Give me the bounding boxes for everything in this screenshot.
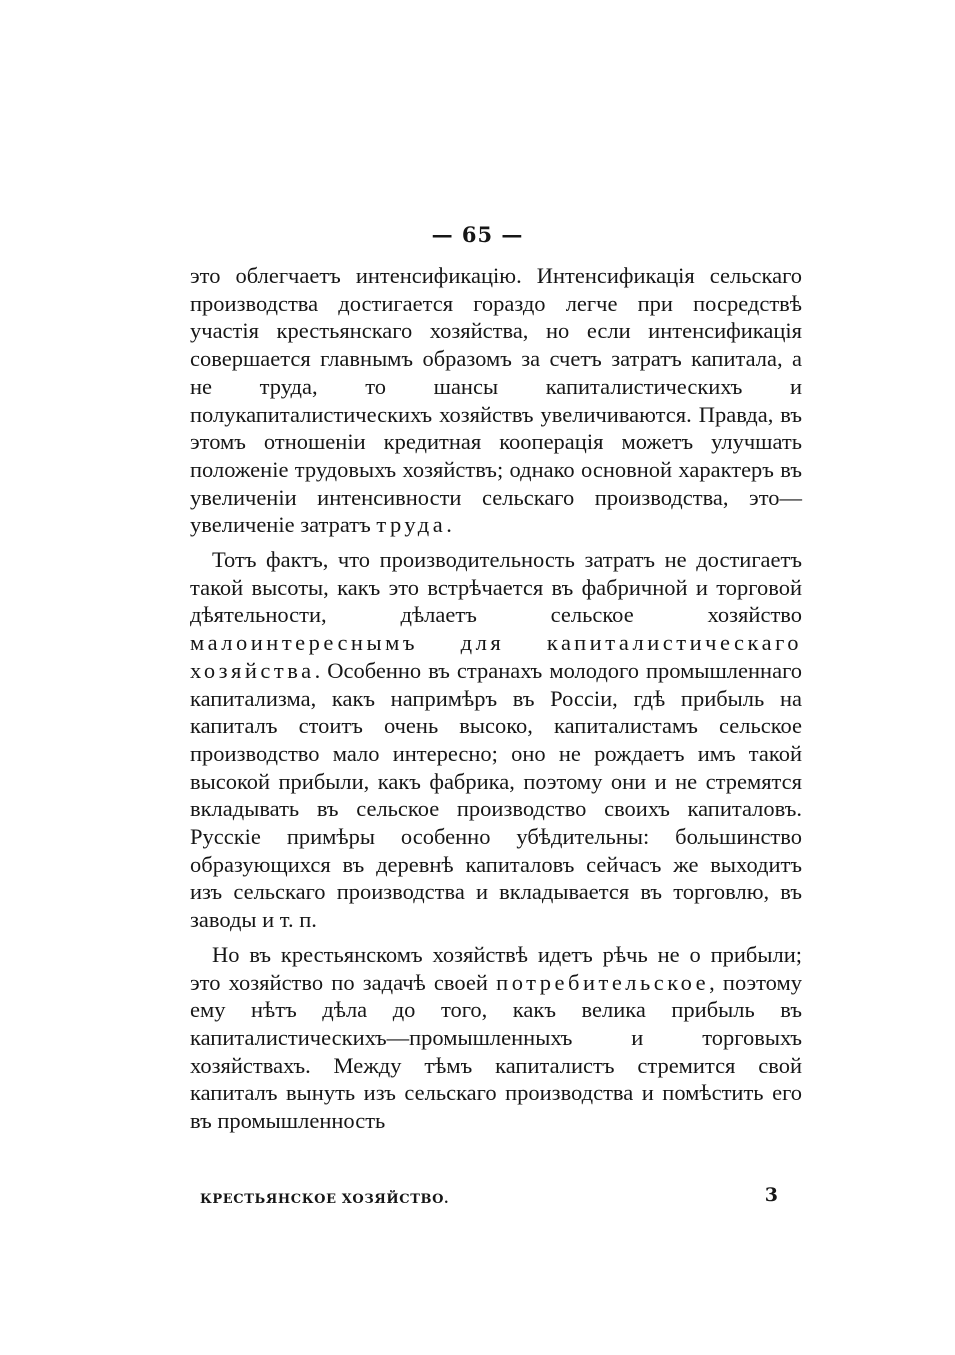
paragraph-1-emphasis: труда bbox=[376, 512, 447, 538]
paragraph-3-text-b: , поэтому ему нѣтъ дѣла до того, какъ велика прибыль въ капиталистическихъ—промышленныхъ и торговыхъ хозяйствахъ. Между тѣмъ капиталистъ стремится свой капиталъ вынуть изъ сельскаго производства и помѣстить его въ промышленность bbox=[190, 969, 802, 1134]
paragraph-1-text-b: . bbox=[446, 512, 452, 538]
page-number: — 65 — bbox=[431, 222, 524, 247]
paragraph-3 bbox=[190, 941, 802, 1135]
paragraph-2 bbox=[190, 546, 802, 934]
sheet-number: 3 bbox=[764, 1184, 778, 1206]
paragraph-2-emphasis: малоинтереснымъ для капиталистическаго хозяйства bbox=[190, 630, 802, 683]
paragraph-2-text-b: . Особенно въ странахъ молодого промышленнаго капитализма, какъ напримѣръ въ Россіи, гдѣ прибыль на капиталъ стоитъ очень высоко, капиталистамъ сельское производство мало интересно; оно не рождаетъ имъ такой высокой прибыли, какъ фабрика, поэтому они и не стремятся вкладывать въ сельское производство своихъ капиталовъ. Русскіе примѣры особенно убѣдительны: большинство образующихся въ деревнѣ капиталовъ сейчасъ же выходитъ изъ сельскаго производства и вкладывается въ торговлю, въ заводы и т. п. bbox=[190, 657, 802, 933]
paragraph-1-text-a: это облегчаетъ интенсификацію. Интенсификація сельскаго производства достигается гораздо легче при посредствѣ участія крестьянскаго хозяйства, но если интенсификація совершается главнымъ образомъ за счетъ затратъ капитала, а не труда, то шансы капиталистическихъ и полукапиталистическихъ хозяйствъ увеличиваются. Правда, въ этомъ отношеніи кредитная кооперація можетъ улучшать положеніе трудовыхъ хозяйствъ; однако основной характеръ въ увеличеніи интенсивности сельскаго производства, это—увеличеніе затратъ bbox=[190, 263, 802, 538]
paragraph-2-text-a: Тотъ фактъ, что производительность затратъ не достигаетъ такой высоты, какъ это встрѣчается въ фабричной и торговой дѣятельности, дѣлаетъ сельское хозяйство bbox=[190, 547, 802, 628]
paragraph-1 bbox=[190, 262, 802, 539]
paragraph-3-emphasis: потребительское bbox=[496, 969, 710, 995]
body-text bbox=[190, 262, 802, 1135]
paragraph-3-text-a: Но въ крестьянскомъ хозяйствѣ идетъ рѣчь не о прибыли; это хозяйство по задачѣ своей bbox=[190, 941, 802, 995]
footer-signature: КРЕСТЬЯНСКОЕ ХОЗЯЙСТВО. bbox=[200, 1192, 450, 1207]
page-footer bbox=[200, 1184, 780, 1207]
